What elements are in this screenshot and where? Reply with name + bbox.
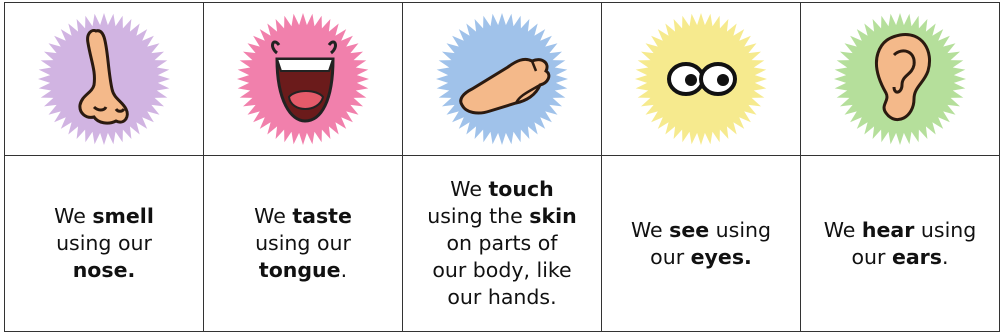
pictures-row — [5, 3, 1000, 156]
caption-keyword: skin — [529, 204, 577, 228]
caption-line — [208, 203, 398, 230]
captions-row — [5, 156, 1000, 332]
caption-line — [407, 203, 597, 230]
caption-line — [9, 230, 199, 257]
caption-keyword: tongue — [258, 258, 341, 282]
caption-line — [407, 284, 597, 311]
caption-text: We — [823, 217, 862, 242]
caption-text: our — [851, 244, 892, 269]
tongue-cell — [204, 3, 403, 156]
caption-line — [805, 217, 995, 244]
senses-worksheet — [4, 2, 1000, 330]
caption-keyword: see — [669, 217, 710, 242]
caption-text: We — [254, 204, 293, 228]
caption-line — [208, 257, 398, 284]
caption-text: our hands. — [447, 285, 557, 309]
nose-cell — [5, 3, 204, 156]
caption-line — [208, 230, 398, 257]
caption-line — [805, 244, 995, 271]
caption-line — [407, 257, 597, 284]
caption-text: using our — [56, 231, 152, 255]
caption-line — [407, 230, 597, 257]
caption-text: our — [650, 244, 691, 269]
smell-caption-cell — [5, 156, 204, 332]
hear-caption — [801, 217, 999, 271]
caption-keyword: smell — [92, 204, 154, 228]
caption-text: using the — [427, 204, 530, 228]
hear-caption-cell — [801, 156, 1000, 332]
nose-icon — [34, 9, 174, 149]
caption-text: on parts of — [446, 231, 558, 255]
smell-caption — [5, 203, 203, 284]
caption-text: using — [709, 217, 772, 242]
caption-keyword: taste — [292, 204, 352, 228]
caption-keyword: ears — [891, 244, 942, 269]
caption-text: . — [340, 258, 348, 282]
caption-text: We — [54, 204, 93, 228]
ear-cell — [801, 3, 1000, 156]
caption-line — [9, 257, 199, 284]
see-caption-cell — [602, 156, 801, 332]
touch-caption — [403, 176, 601, 311]
touch-caption-cell — [403, 156, 602, 332]
caption-keyword: hear — [861, 217, 915, 242]
hand-icon — [432, 9, 572, 149]
senses-table — [4, 2, 1000, 332]
caption-text: We — [450, 177, 489, 201]
ear-icon — [830, 9, 970, 149]
caption-keyword: nose. — [72, 258, 136, 282]
caption-line — [606, 217, 796, 244]
see-caption — [602, 217, 800, 271]
eyes-icon — [631, 9, 771, 149]
caption-text: using our — [255, 231, 351, 255]
eyes-cell — [602, 3, 801, 156]
caption-line — [606, 244, 796, 271]
caption-text: our body, like — [432, 258, 572, 282]
taste-caption-cell — [204, 156, 403, 332]
caption-text: using — [914, 217, 977, 242]
hand-cell — [403, 3, 602, 156]
caption-line — [407, 176, 597, 203]
caption-text: . — [942, 244, 949, 269]
tongue-icon — [233, 9, 373, 149]
taste-caption — [204, 203, 402, 284]
caption-line — [9, 203, 199, 230]
caption-keyword: touch — [488, 177, 554, 201]
caption-keyword: eyes. — [690, 244, 752, 269]
caption-text: We — [630, 217, 670, 242]
